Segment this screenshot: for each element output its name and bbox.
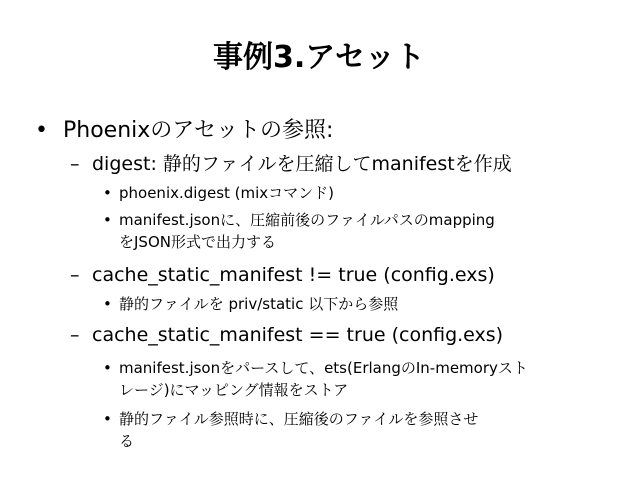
bullet-marker: • — [103, 295, 112, 313]
dash-marker: – — [70, 264, 80, 286]
bullet-marker: • — [103, 410, 112, 428]
item-digest-sub1: phoenix.digest (mixコマンド) — [119, 184, 335, 202]
bullet-marker: • — [35, 118, 48, 143]
item-cache-true-sub1-line2: レージ)にマッピング情報をストア — [119, 381, 349, 399]
bullet-phoenix-assets: Phoenixのアセットの参照: — [63, 118, 334, 143]
item-cache-true-sub1-line1: manifest.jsonをパースして、ets(ErlangのIn-memoryスト — [119, 359, 528, 377]
slide-title: 事例3.アセット — [213, 40, 425, 75]
bullet-marker: • — [103, 184, 112, 202]
item-digest: digest: 静的ファイルを圧縮してmanifestを作成 — [92, 153, 512, 175]
item-cache-false-sub1: 静的ファイルを priv/static 以下から参照 — [119, 295, 399, 313]
bullet-marker: • — [103, 359, 112, 377]
item-digest-sub2-line1: manifest.jsonに、圧縮前後のファイルパスのmapping — [119, 211, 495, 229]
item-cache-false: cache_static_manifest != true (config.exs) — [92, 264, 495, 286]
item-cache-true: cache_static_manifest == true (config.exs) — [92, 324, 504, 346]
dash-marker: – — [70, 153, 80, 175]
dash-marker: – — [70, 324, 80, 346]
item-digest-sub2-line2: をJSON形式で出力する — [119, 233, 276, 251]
bullet-marker: • — [103, 211, 112, 229]
item-cache-true-sub2-line2: る — [119, 432, 135, 450]
item-cache-true-sub2-line1: 静的ファイル参照時に、圧縮後のファイルを参照させ — [119, 410, 479, 428]
